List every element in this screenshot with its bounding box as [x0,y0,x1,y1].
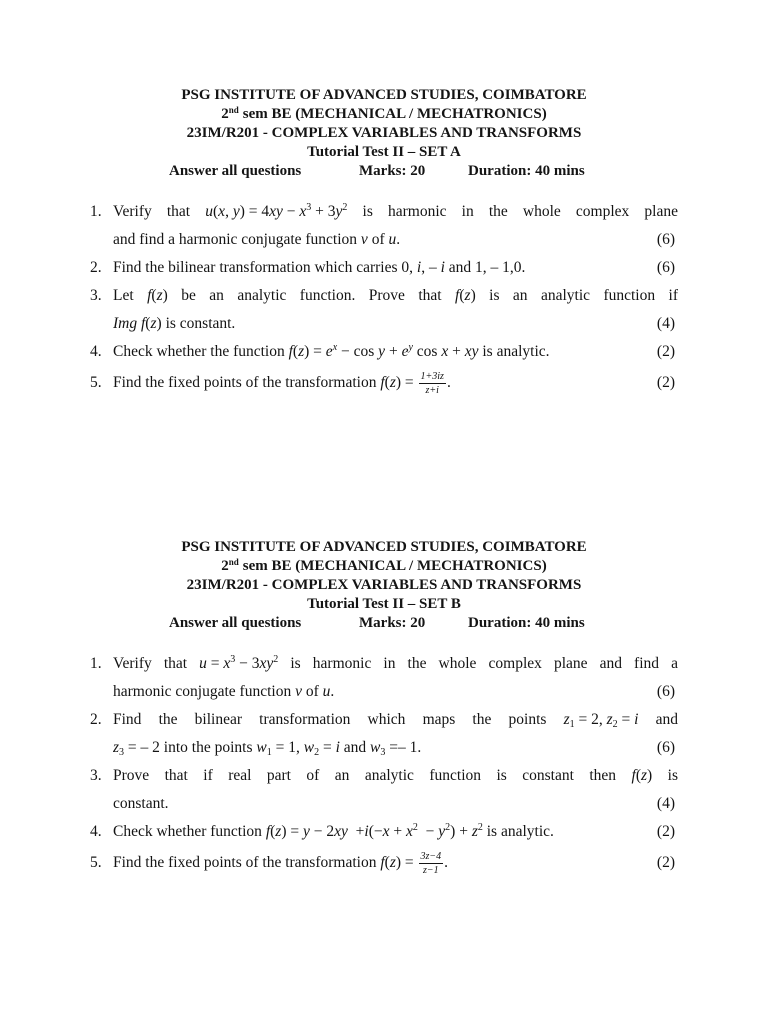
question-line [113,226,678,254]
math-roman: + [448,343,465,360]
duration: Duration: 40 mins [468,163,585,179]
superscript: 2 [412,822,418,833]
math-roman: . [446,374,451,391]
semester-number: 2 [221,558,229,574]
text-run: is [652,767,678,784]
question-text [113,818,554,846]
math-italic: xy [334,823,348,840]
question-marks: (2) [656,374,675,391]
question-item [0,818,768,846]
text-run: be an analytic function. Prove that [167,287,456,304]
text-run: is harmonic in the whole complex plane [347,203,678,220]
question-body [113,366,678,400]
text-run: Find the fixed points of the transformation [113,854,381,871]
question-text [113,846,448,880]
question-item [0,282,768,338]
math-italic: f [265,823,271,840]
math-italic: y [232,203,240,220]
math-italic: x [382,823,390,840]
total-marks: Marks: 20 [359,615,426,631]
math-roman: − [282,203,300,220]
question-body [113,846,678,880]
instructions: Answer all questions [169,615,302,631]
math-italic: xy [464,343,479,360]
text-run: and [339,739,371,756]
math-roman: (− [368,823,383,840]
math-expression [147,282,168,310]
question-line [113,650,678,678]
question-text [113,254,525,282]
math-roman: =– 1. [385,739,422,756]
question-body [113,282,678,338]
text-run: Find the fixed points of the transformation [113,374,381,391]
math-expression [256,734,340,762]
math-italic: f [288,343,293,360]
subscript: 2 [612,719,618,730]
math-expression [455,282,476,310]
paper-header [0,86,768,181]
text-run: is analytic. [482,823,554,840]
math-italic: u [199,655,207,672]
math-italic: w [370,739,381,756]
math-roman: + [347,823,365,840]
fraction [419,851,444,876]
question-number: 3. [90,287,102,304]
math-italic: x [406,823,413,840]
math-roman: ( [384,374,390,391]
question-body [113,762,678,818]
math-expression [632,762,653,790]
math-italic: i [634,711,639,728]
question-line [113,818,678,846]
math-expression [199,650,278,678]
math-italic: xy [269,203,283,220]
paper-header [0,538,768,633]
math-roman: − cos [337,343,379,360]
math-roman: . [444,854,449,871]
math-roman: = – 2 [124,739,160,756]
math-italic: i [364,823,369,840]
math-roman: cos [412,343,442,360]
fraction-denominator: z−1 [423,864,439,876]
math-italic: i [440,259,445,276]
math-italic: y [303,823,310,840]
math-roman: ) + [450,823,472,840]
subscript: 3 [380,747,386,758]
duration: Duration: 40 mins [468,615,585,631]
math-italic: z [471,823,478,840]
program-line [0,557,768,576]
question-item [0,846,768,880]
math-italic: z [156,287,163,304]
math-italic: y [378,343,386,360]
math-roman: 0, [401,259,417,276]
question-line [113,198,678,226]
question-text [113,366,451,400]
text-run: . [330,683,335,700]
question-number: 2. [90,711,102,728]
question-line [113,790,678,818]
superscript: 3 [230,654,236,665]
math-roman: ) [470,287,476,304]
math-italic: y [438,823,446,840]
math-roman: ) [162,287,168,304]
math-roman: ( [292,343,299,360]
math-italic: z [150,315,157,332]
text-run: is harmonic in the whole complex plane and find a [278,655,678,672]
math-roman: 1, – 1,0. [475,259,526,276]
program-name: sem BE (MECHANICAL / MECHATRONICS) [242,558,547,574]
superscript: x [332,342,338,353]
math-italic: v [295,683,302,700]
text-run: and [444,259,476,276]
text-run: of [301,683,323,700]
math-italic: z [563,711,570,728]
superscript: 2 [477,822,483,833]
subscript: 2 [314,747,320,758]
text-run: and [638,711,678,728]
question-item [0,650,768,706]
question-item [0,366,768,400]
math-roman: = [206,655,224,672]
math-italic: i [335,739,340,756]
math-italic: x [299,203,307,220]
institute-name: PSG INSTITUTE OF ADVANCED STUDIES, COIMBATORE [181,539,587,555]
math-roman: ( [459,287,465,304]
math-italic: i [416,259,422,276]
question-text [113,310,235,338]
math-expression [475,254,525,282]
question-text [113,790,169,818]
question-line [113,734,678,762]
math-expression [113,310,162,338]
question-marks: (6) [656,231,675,248]
math-roman: − [417,823,439,840]
math-roman: ) [647,767,653,784]
question-number: 2. [90,259,102,276]
math-roman: + [385,343,402,360]
math-italic: w [303,739,315,756]
question-list [0,650,768,880]
math-expression [289,338,479,366]
math-italic: f [631,767,636,784]
text-run: Let [113,287,148,304]
question-text [113,678,334,706]
question-item [0,762,768,818]
program-name: sem BE (MECHANICAL / MECHATRONICS) [242,106,547,122]
math-italic: e [325,343,333,360]
question-marks: (4) [656,315,675,332]
question-line [113,366,678,400]
fraction-numerator: 1+3iz [420,370,444,382]
question-marks: (6) [656,739,675,756]
math-italic: x [441,343,449,360]
question-number: 4. [90,343,102,360]
math-expression [113,734,160,762]
text-run: Check whether function [113,823,266,840]
text-run: into the points [159,739,257,756]
instructions-line [0,162,768,181]
math-roman: ) = [304,343,326,360]
text-run: Verify that [113,655,200,672]
math-roman: ( [213,203,219,220]
subscript: 1 [266,747,272,758]
math-roman: + [389,823,407,840]
question-marks: (6) [656,683,675,700]
question-number: 4. [90,823,102,840]
question-body [113,706,678,762]
fraction-numerator: 3z−4 [420,850,442,862]
fraction-denominator: z+i [425,384,439,396]
superscript: 3 [306,202,312,213]
math-italic: u [322,683,331,700]
fraction [419,371,446,396]
question-line [113,310,678,338]
text-run: and find a harmonic conjugate function [113,231,361,248]
math-roman: = 1, [271,739,304,756]
math-roman: ( [635,767,641,784]
math-roman: , [225,203,233,220]
math-roman: ) = [395,854,418,871]
instructions-line [0,614,768,633]
math-roman: ( [270,823,276,840]
question-body [113,650,678,706]
superscript: 2 [342,202,348,213]
question-number: 3. [90,767,102,784]
math-expression [564,706,639,734]
text-run: is constant. [161,315,236,332]
math-roman: = [319,739,336,756]
math-italic: u [388,231,397,248]
math-expression [266,818,483,846]
math-italic: z [606,711,613,728]
math-italic: z [389,854,396,871]
math-italic: y [335,203,343,220]
text-run: constant. [113,795,169,812]
math-roman: ) = 4 [239,203,270,220]
course-title: 23IM/R201 - COMPLEX VARIABLES AND TRANSFORMS [186,125,582,141]
question-body [113,198,678,254]
math-italic: z [298,343,305,360]
test-title: Tutorial Test II – SET B [307,596,461,612]
math-italic: xy [259,655,274,672]
math-roman: ) = [281,823,303,840]
question-number: 1. [90,203,102,220]
question-marks: (2) [656,823,675,840]
question-marks: (2) [656,343,675,360]
question-number: 5. [90,854,102,871]
math-italic: w [256,739,267,756]
text-run: harmonic conjugate function [113,683,296,700]
text-run: is an analytic function if [475,287,678,304]
math-italic: z [640,767,648,784]
question-line [113,706,678,734]
text-run: Check whether the function [113,343,289,360]
math-italic: f [147,287,152,304]
math-expression [205,198,347,226]
subscript: 1 [569,719,575,730]
question-body [113,254,678,282]
math-italic: z [464,287,471,304]
text-run: Find the bilinear transformation which carries [113,259,402,276]
question-text [113,226,400,254]
question-body [113,338,678,366]
semester-ordinal-suffix: nd [228,105,239,115]
math-italic: z [389,374,396,391]
question-item [0,198,768,254]
test-paper-set-a [0,86,768,400]
subscript: 3 [119,747,125,758]
math-roman: ( [145,315,151,332]
text-run: Verify that [113,203,206,220]
question-line [113,678,678,706]
math-roman: , – [421,259,441,276]
math-roman: = [617,711,635,728]
text-run: . [396,231,401,248]
question-line [113,762,678,790]
question-number: 5. [90,374,102,391]
question-marks: (6) [656,259,675,276]
math-expression [401,254,445,282]
math-expression [295,678,302,706]
question-line [113,254,678,282]
math-expression [380,846,448,880]
question-item [0,338,768,366]
math-expression [380,366,450,400]
question-line [113,338,678,366]
question-item [0,706,768,762]
math-roman: ( [151,287,157,304]
text-run: Prove that if real part of an analytic function is constant then [113,767,632,784]
total-marks: Marks: 20 [359,163,426,179]
institute-name: PSG INSTITUTE OF ADVANCED STUDIES, COIMBATORE [181,87,587,103]
math-italic: z [275,823,282,840]
question-item [0,254,768,282]
math-italic: Img f [113,315,146,332]
question-text [113,338,550,366]
math-italic: z [113,739,120,756]
math-roman: − 3 [235,655,260,672]
question-marks: (2) [656,854,675,871]
superscript: y [408,342,413,353]
math-italic: f [380,374,385,391]
question-marks: (4) [656,795,675,812]
superscript: 2 [445,822,451,833]
math-roman: − 2 [309,823,335,840]
test-paper-set-b [0,538,768,880]
math-italic: e [401,343,409,360]
math-roman: = 2, [574,711,607,728]
question-list [0,198,768,400]
math-italic: f [455,287,460,304]
math-roman: ) [156,315,162,332]
math-expression [370,734,421,762]
text-run: is analytic. [478,343,550,360]
math-italic: x [218,203,226,220]
math-italic: x [223,655,231,672]
course-title: 23IM/R201 - COMPLEX VARIABLES AND TRANSFORMS [186,577,582,593]
math-roman: + 3 [311,203,336,220]
math-italic: f [380,854,385,871]
question-body [113,818,678,846]
math-roman: ( [384,854,390,871]
program-line [0,105,768,124]
test-title: Tutorial Test II – SET A [307,144,461,160]
math-expression [361,226,368,254]
superscript: 2 [273,654,279,665]
math-roman: ) = [395,374,418,391]
semester-ordinal-suffix: nd [228,557,239,567]
question-text [113,734,421,762]
question-number: 1. [90,655,102,672]
text-run: of [367,231,389,248]
question-line [113,282,678,310]
math-italic: v [360,231,368,248]
math-italic: u [205,203,213,220]
instructions: Answer all questions [169,163,302,179]
semester-number: 2 [221,106,229,122]
text-run: Find the bilinear transformation which maps the points [113,711,564,728]
question-line [113,846,678,880]
